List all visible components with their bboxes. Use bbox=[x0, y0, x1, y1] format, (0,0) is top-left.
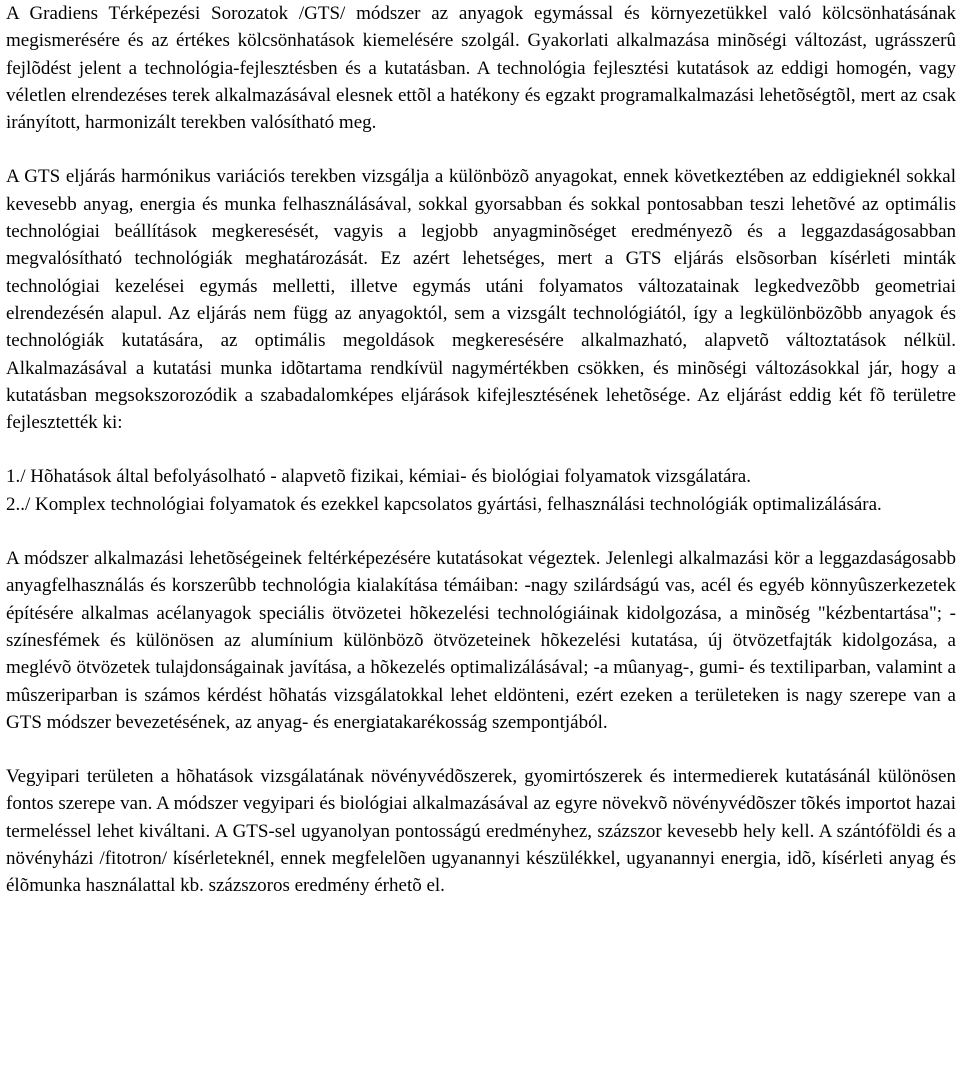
paragraph-gap bbox=[6, 736, 956, 763]
paragraph-gts-intro: A Gradiens Térképezési Sorozatok /GTS/ módszer az anyagok egymással és környezetükkel való kölcsönhatásának megismerésére és az értékes kölcsönhatások kiemelésére szolgál. Gyakorlati alkalmazása minõségi változást, ugrásszerû fejlõdést jelent a technológia-fejlesztésben és a kutatásban. A technológia fejlesztési kutatások az eddigi homogén, vagy véletlen elrendezéses terek alkalmazásával elesnek ettõl a hatékony és egzakt programalkalmazási lehetõségtõl, mert az csak irányított, harmonizált terekben valósítható meg. bbox=[6, 3, 956, 134]
document-page bbox=[6, 0, 956, 900]
paragraph-gap bbox=[6, 436, 956, 463]
paragraph-gts-method: A GTS eljárás harmónikus variációs terekben vizsgálja a különbözõ anyagokat, ennek következtében az eddigieknél sokkal kevesebb anyag, energia és munka felhasználásával, sokkal gyorsabban és sokkal pontosabban teszi lehetõvé az optimális technológiai beállítások megkeresését, vagyis a legjobb anyagminõséget eredményezõ és a leggazdaságosabban megvalósítható technológiák meghatározását. Ez azért lehetséges, mert a GTS eljárás elsõsorban kísérleti minták technológiai kezelései egymás melletti, illetve egymás utáni folyamatos változatainak legkedvezõbb geometriai elrendezésén alapul. Az eljárás nem függ az anyagoktól, sem a vizsgált technológiától, így a legkülönbözõbb anyagok és technológiák kutatására, az optimális megoldások megkeresésére alkalmazható, alapvetõ változtatások nélkül. Alkalmazásával a kutatási munka idõtartama rendkívül nagymértékben csökken, és minõségi változásokkal jár, hogy a kutatásban megsokszorozódik a szabadalomképes eljárások kifejlesztésének lehetõsége. Az eljárást eddig két fõ területre fejlesztették ki: bbox=[6, 166, 956, 434]
paragraph-application-areas: A módszer alkalmazási lehetõségeinek feltérképezésére kutatásokat végeztek. Jelenlegi alkalmazási kör a leggazdaságosabb anyagfelhasználás és korszerûbb technológia kialakítása témáiban: -nagy szilárdságú vas, acél és egyéb könnyûszerkezetek építésére alkalmas acélanyagok speciális ötvözetei hõkezelési technológiáinak kidolgozása, a minõség "kézbentartása"; -színesfémek és különösen az alumínium különbözõ ötvözeteinek hõkezelési kutatása, új ötvözetfajták kidolgozása, a meglévõ ötvözetek tulajdonságainak javítása, a hõkezelés optimalizálásával; -a mûanyag-, gumi- és textiliparban, valamint a mûszeriparban is számos kérdést hõhatás vizsgálatokkal lehet eldönteni, ezért ezeken a területeken is nagy szerepe van a GTS módszer bevezetésének, az anyag- és energiatakarékosság szempontjából. bbox=[6, 548, 956, 733]
paragraph-gap bbox=[6, 136, 956, 163]
list-item-complex-technology: 2../ Komplex technológiai folyamatok és ezekkel kapcsolatos gyártási, felhasználási technológiák optimalizálására. bbox=[6, 493, 882, 515]
paragraph-chemical-industry: Vegyipari területen a hõhatások vizsgálatának növényvédõszerek, gyomirtószerek és intermedierek kutatásánál különösen fontos szerepe van. A módszer vegyipari és biológiai alkalmazásával az egyre növekvõ növényvédõszer tõkés importot hazai termeléssel lehet kiváltani. A GTS-sel ugyanolyan pontosságú eredményhez, százszor kevesebb hely kell. A szántóföldi és a növényházi /fitotron/ kísérleteknél, ennek megfelelõen ugyanannyi készülékkel, ugyanannyi energia, idõ, kísérleti anyag és élõmunka használattal kb. százszoros eredmény érhetõ el. bbox=[6, 766, 956, 897]
paragraph-gap bbox=[6, 518, 956, 545]
list-item-heat-effects: 1./ Hõhatások által befolyásolható - alapvetõ fizikai, kémiai- és biológiai folyamatok vizsgálatára. bbox=[6, 466, 751, 488]
